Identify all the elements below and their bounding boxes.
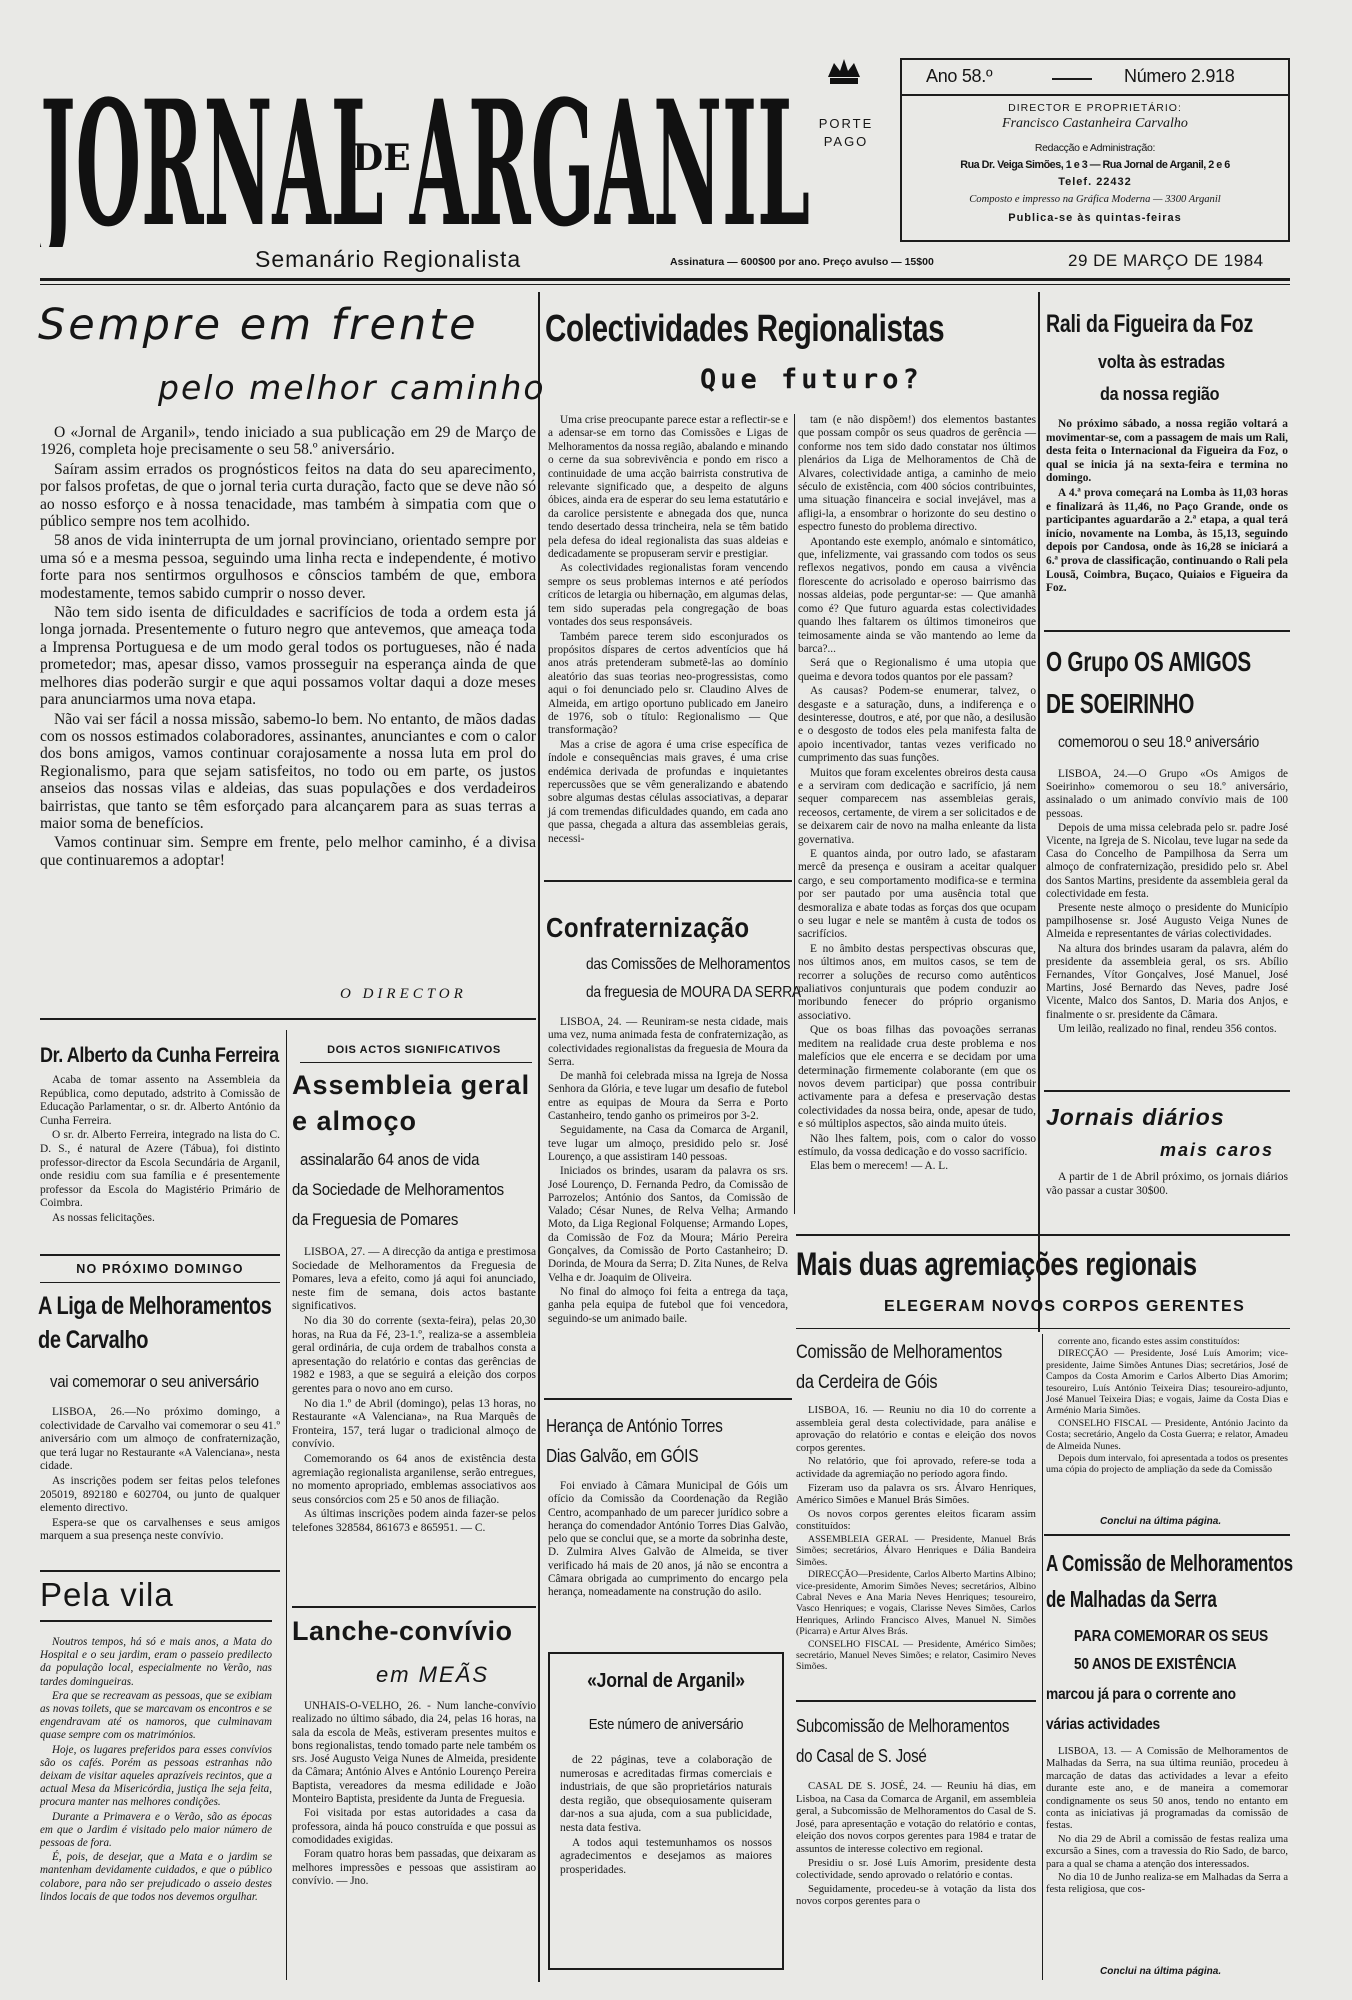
malhadas-paragraph: No dia 29 de Abril a comissão de festas realiza uma excursão a Sines, com a travessia do Rio Sado, de barco, para a qual se chama a atenção dos interessados.	[1046, 1833, 1288, 1870]
svg-text:DE: DE	[352, 137, 411, 179]
soeirinho-paragraph: Presente neste almoço o presidente do Município pampilhosense sr. José Augusto Veiga Nunes de Almeida e representantes de várias colectividades.	[1046, 902, 1288, 941]
pomares-rule	[292, 1606, 536, 1608]
colectividades-paragraph: Muitos que foram excelentes obreiros desta causa e a serviram com dedicação e sacrifício, já nem sequer comparecem nas assembleias gerais, receosos, certamente, de virem a ser solicitados e de se deixarem cair de novo na malha enleante da lista governativa.	[798, 766, 1036, 846]
pago-label: PAGO	[823, 134, 869, 149]
cerdeira-paragraph: Os novos corpos gerentes eleitos ficaram assim constituídos:	[796, 1507, 1036, 1533]
cerdeira-paragraph: CONSELHO FISCAL — Presidente, Américo Simões; secretário, Manuel Neves Simões; e relator, Casimiro Neves Simões.	[796, 1638, 1036, 1673]
carvalho-subtitle: vai comemorar o seu aniversário	[50, 1372, 259, 1391]
svg-text:JORNAL ARGANIL: JORNAL ARGANIL	[40, 62, 810, 247]
rali-paragraph: No próximo sábado, a nossa região voltará a movimentar-se, com a passagem de mais um Rali, desta feita o Internacional da Figueira da Foz, o qual se inicia já na sexta-feira e termina no domingo.	[1046, 418, 1288, 485]
pomares-paragraph: LISBOA, 27. — A direcção da antiga e prestimosa Sociedade de Melhoramentos da Freguesia de Pomares, leva a efeito, como já aqui foi anunciado, neste fim de semana, dois actos bastante significativos.	[292, 1246, 536, 1313]
stamp-icon	[824, 55, 864, 89]
soeirinho-paragraph: Um leilão, realizado no final, rendeu 356 contos.	[1058, 1022, 1277, 1035]
jornais-rule	[796, 1234, 1290, 1236]
carvalho-kicker: NO PRÓXIMO DOMINGO	[76, 1262, 244, 1276]
pelavila-paragraph: Durante a Primavera e o Verão, são as épocas em que o Jardim é visitado pelo maior número de pessoas de fora.	[40, 1810, 272, 1850]
malhadas-subtitle-4: várias actividades	[1046, 1716, 1160, 1733]
casal-cont-rule	[1044, 1534, 1290, 1536]
moura-title: Confraternização	[546, 912, 750, 943]
moura-body	[548, 1016, 788, 1327]
pomares-paragraph: Comemorando os 64 anos de existência desta agremiação regionalista arganilense, serão entregues, no momento apropriado, emblemas associativos aos seus consórcios com 25 e 50 anos de filiação.	[292, 1452, 536, 1506]
pomares-paragraph: No dia 1.º de Abril (domingo), pelas 13 horas, no Restaurante «A Valenciana», na Rua Marquês de Fronteira, 157, terá lugar o tradicional almoço de convívio.	[292, 1397, 536, 1451]
moura-paragraph: No final do almoço foi feita a entrega da taça, ganha pela equipa de futebol que foi vencedora, seguindo-se um animado baile.	[548, 1285, 788, 1325]
colectividades-paragraph: Apontando este exemplo, anómalo e sintomático, que, infelizmente, vai grassando com todos os seus reflexos negativos, pondo em causa a vivência florescente do acrisolado e operoso bairrismo das nossas aldeias, pode perguntar-se: — Que amanhã como é? Que futuro aguarda estas colectividades quando lhes faltarem os últimos timoneiros que teimosamente ainda se vão mantendo ao leme da barca?...	[798, 535, 1036, 655]
porte-pago	[818, 115, 874, 151]
colectividades-paragraph: E quantos ainda, por outro lado, se afastaram mercê da presença e ousiram a aceitar qualquer cargo, e seu comportamento modifica-se e termina por ser pautado por uma ausência total que desmoraliza e abate todas as forças dos que ocupam o seu lugar e nele se mantêm à custa de todos os sacrifícios.	[798, 848, 1036, 941]
moura-subtitle-2: da freguesia de MOURA DA SERRA	[586, 984, 801, 1001]
editorial-paragraph: Saíram assim errados os prognósticos feitos na data do seu aparecimento, por falsos profetas, de que o jornal teria curta duração, facto que se deve não só ao nosso esforço e à nossa tenacidade, mas também à simpatia com que o público sempre nos tem acolhido.	[40, 460, 536, 531]
pomares-subtitle-1: assinalarão 64 anos de vida	[300, 1150, 480, 1169]
editorial-paragraph: Não vai ser fácil a nossa missão, sabemo-lo bem. No entanto, de mãos dadas com os nossos estimados colaboradores, assinantes, anunciantes e com o calor dos bons amigos, vamos continuar corajosamente a nossa luta em prol do Regionalismo, para que sejam satisfeitos, no todo ou em parte, os justos anseios das nossas vilas e aldeias, das suas populações e dos verdadeiros bairristas, que tanto se têm esforçado para alcançarem para as suas terras a maior soma de benefícios.	[40, 710, 536, 832]
pomares-subtitle-2: da Sociedade de Melhoramentos	[292, 1180, 504, 1199]
masthead-logo	[40, 42, 810, 247]
moura-paragraph: Iniciados os brindes, usaram da palavra os srs. José Lourenço, D. Fernanda Pedro, da Comissão de Parrozelos; António dos Santos, da Comissão de Valado; César Nunes, de Relva Velha; Armando Moto, da Liga Regional Folquense; Armando Lopes, da Comissão de Foz da Moura; Mário Pereira Gonçalves, da Comissão de Porto Castanheiro; D. Dorinda, de Moura da Serra; D. Zita Nunes, de Relva Velha e dr. Joaquim de Oliveira.	[548, 1165, 788, 1284]
jornal-box-title: «Jornal de Arganil»	[587, 1670, 745, 1692]
cerdeira-paragraph: DIRECÇÃO—Presidente, Carlos Alberto Martins Albino; vice-presidente, Amorim Simões Neves; secretários, Albino Cabral Neves e Ana Maria Neves Henriques; tesoureiro, Vasco Henriques; e vogais, Clarisse Neves Simões, Carlos Henriques, Arlindo Francisco Alves, Manuel N. Simões (Picarra) e Artur Alves Brás.	[796, 1569, 1036, 1638]
jornais-paragraph: A partir de 1 de Abril próximo, os jornais diários vão passar a custar 30$00.	[1046, 1170, 1288, 1197]
jornais-subtitle: mais caros	[1160, 1140, 1275, 1160]
soeirinho-paragraph: Na altura dos brindes usaram da palavra, além do presidente da assembleia geral, os srs. Abílio Fernandes, Vítor Gonçalves, José Manuel, José Martins, José Bernardo das Neves, padre José Vicente, Malco dos Santos, D. Maria dos Anjos, e finalmente o sr. presidente da Câmara.	[1046, 942, 1288, 1021]
casal-cont-body	[1046, 1336, 1288, 1477]
alberto-title: Dr. Alberto da Cunha Ferreira	[40, 1044, 279, 1067]
cerdeira-paragraph: LISBOA, 16. — Reuniu no dia 10 do corrente a assembleia geral desta colectividade, para análise e aprovação do relatório e contas e eleição dos novos corpos gerentes.	[796, 1404, 1036, 1454]
editorial-rule	[40, 1018, 536, 1020]
pelavila-paragraph: Hoje, os lugares preferidos para esses convívios são os cafés. Porém as pessoas estranhas não deixam de visitar aqueles aprazíveis recintos, que a actual Mesa da Misericórdia, justiça lhe seja feita, procura manter nas melhores condições.	[40, 1743, 272, 1809]
malhadas-subtitle-3: marcou já para o corrente ano	[1046, 1686, 1236, 1703]
col-rule-2	[1038, 292, 1040, 1332]
colectividades-paragraph: Não lhes faltem, pois, com o calor do vosso estímulo, da vossa dedicação e do vosso sacrifício.	[798, 1132, 1036, 1158]
colectividades-inner-rule	[794, 414, 795, 1214]
colectividades-paragraph: Mas a crise de agora é uma crise específica de índole e consequências mais graves, é uma crise endémica derivada de profundas e inquietantes repercussões que se vêm generalizando e abatendo sobre algumas destas células associativas, a deparar já com tremendas dificuldades quando, em cada ano que passa, chegada a altura das assembleias gerais, necessi-	[548, 738, 788, 845]
colectividades-title: Colectividades Regionalistas	[545, 308, 945, 350]
editorial-paragraph: 58 anos de vida ininterrupta de um jornal provinciano, orientado sempre por uma só e a mesma pessoa, seguindo uma linha recta e independente, é motivo forte para nos sentirmos orgulhosos e cônscios também de que, embora modestamente, temos sabido cumprir o nosso dever.	[40, 532, 536, 602]
colectividades-paragraph: tam (e não dispõem!) dos elementos bastantes que possam compôr os seus quadros de gerência — conforme nos tem sido dado constatar nos últimos plenários da Liga de Melhoramentos de Chã de Alvares, colectividade antiga, a caminho de meio século de existência, com 400 sócios contribuintes, uma situação financeira e social invejável, mas a afligi-la, a ensombrar o horizonte do seu destino o espectro funesto do problema directivo.	[798, 414, 1036, 534]
lanche-title: Lanche-convívio	[292, 1616, 513, 1646]
jornal-anniversary-box	[548, 1652, 784, 1970]
editorial-paragraph: Vamos continuar sim. Sempre em frente, pelo melhor caminho, é a divisa que continuaremos a adoptar!	[40, 834, 536, 869]
casal-paragraph: Presidiu o sr. José Luís Amorim, presidente desta colectividade, sendo aprovado o relatório e contas.	[796, 1856, 1036, 1882]
issue-date: 29 DE MARÇO DE 1984	[1068, 251, 1264, 270]
director-label: DIRECTOR E PROPRIETÁRIO:	[1008, 102, 1182, 114]
numero-label: Número 2.918	[1124, 66, 1235, 86]
pelavila-title: Pela vila	[40, 1576, 174, 1613]
lanche-paragraph: Foram quatro horas bem passadas, que deixaram as melhores impressões e pessoas que assistiram ao convívio. — Jno.	[292, 1848, 536, 1887]
carvalho-paragraph: Espera-se que os carvalhenses e seus amigos marquem a sua presença neste convívio.	[40, 1516, 280, 1543]
malhadas-subtitle-2: 50 ANOS DE EXISTÊNCIA	[1074, 1656, 1237, 1673]
alberto-paragraph: Acaba de tomar assento na Assembleia da República, como deputado, adstrito à Comissão de Educação Parlamentar, o sr. dr. Alberto António da Cunha Ferreira.	[40, 1074, 280, 1127]
malhadas-subtitle-1: PARA COMEMORAR OS SEUS	[1074, 1628, 1268, 1645]
lanche-body	[292, 1700, 536, 1889]
heranca-body	[548, 1480, 788, 1601]
jornal-box-paragraph: A todos aqui testemunhamos os nossos agradecimentos e desejamos as maiores prosperidades.	[560, 1836, 772, 1876]
colectividades-paragraph: Será que o Regionalismo é uma utopia que queima e devora todos quantos por ele passam?	[798, 657, 1036, 683]
heranca-title-2: Dias Galvão, em GÓIS	[546, 1446, 699, 1466]
cerdeira-title-2: da Cerdeira de Góis	[796, 1372, 938, 1393]
telef: Telef. 22432	[1058, 176, 1132, 188]
casal-title-2: do Casal de S. José	[796, 1746, 927, 1766]
casal-title-1: Subcomissão de Melhoramentos	[796, 1716, 1010, 1736]
colectividades-col-2	[798, 414, 1036, 1175]
rali-rule	[1044, 630, 1290, 632]
masthead-rule-thin	[40, 284, 1290, 285]
jornais-body	[1046, 1170, 1288, 1199]
colectividades-rule	[544, 880, 792, 882]
malhadas-title-2: de Malhadas da Serra	[1046, 1586, 1217, 1612]
pomares-body	[292, 1246, 536, 1536]
rali-body	[1046, 418, 1288, 597]
editorial-paragraph: Não tem sido isenta de dificuldades e sacrifícios de toda a ordem esta já longa jornada. Presentemente o futuro negro que antevemos, que ameaça toda a Imprensa Portuguesa e de um modo geral todos os portugueses, não é nada prometedor; mas, apesar disso, vamos prosseguir na esperança ainda de que melhores dias poderão surgir e que aqui possamos voltar daqui a doze meses para anunciarmos uma nova etapa.	[40, 604, 536, 709]
alberto-body	[40, 1074, 280, 1227]
casal-paragraph: CASAL DE S. JOSÉ, 24. — Reuniu há dias, em Lisboa, na Casa da Comarca de Arganil, em assembleia geral, a Subcomissão de Melhoramentos do Casal de S. José, para apresentação e votação do relatório e contas, eleição dos novos corpos gerentes para 1984 e tratar de assuntos de interesse colectivo em regional.	[796, 1780, 1036, 1855]
soeirinho-title-2: DE SOEIRINHO	[1046, 688, 1195, 719]
porte-label: PORTE	[818, 116, 874, 131]
colectividades-paragraph: Uma crise preocupante parece estar a reflectir-se e a adensar-se em torno das Comissões e Ligas de Melhoramentos da nossa região, abalando e minando o cerne da sua sobrevivência e pondo em risco a continuidade de uma acção bairrista construtiva de relevante significado que, a despeito de alguns óbices, ainda era de esperar do seu lema estatutário e da carolice persistente e abnegada dos que, nunca tendo desertado dessa trincheira, nela se têm batido pela defesa do ideal regionalista das suas aldeias e dedicadamente se propuseram servir e prestigiar.	[548, 414, 788, 561]
mais-duas-title: Mais duas agremiações regionais	[796, 1246, 1197, 1282]
moura-paragraph: De manhã foi celebrada missa na Igreja de Nossa Senhora da Glória, e teve lugar um desafio de futebol entre as equipas de Moura da Serra e Porto Castanheiro, tendo ganho os primeiros por 3-2.	[548, 1070, 788, 1123]
jornal-box-text	[560, 1754, 772, 1878]
lanche-paragraph: Foi visitada por estas autoridades a casa da professora, ainda há pouco construída e que possui as comodidades exigidas.	[292, 1807, 536, 1846]
address: Rua Dr. Veiga Simões, 1 e 3 — Rua Jornal de Arganil, 2 e 6	[960, 159, 1230, 171]
pelavila-paragraph: Era que se recreavam as pessoas, que se exibiam as novas toilets, que se marcavam os encontros e se engendravam até os namoros, que culminavam quase sempre com os matrimónios.	[40, 1689, 272, 1742]
casal-cont-paragraph: CONSELHO FISCAL — Presidente, António Jacinto da Costa; secretário, Angelo da Costa Guerra; e relator, Amadeu de Almeida Nunes.	[1046, 1417, 1288, 1452]
pomares-paragraph: As últimas inscrições podem ainda fazer-se pelos telefones 328584, 861673 e 865951. — C.	[292, 1508, 536, 1534]
carvalho-rule	[40, 1570, 280, 1572]
casal-body	[796, 1780, 1036, 1909]
pomares-paragraph: No dia 30 do corrente (sexta-feira), pelas 20,30 horas, na Rua da Fé, 23-1.º, realiza-se a assembleia geral ordinária, de cuja ordem de trabalhos consta a apresentação do relatório e contas das gerências de 1982 e 1983, a que se seguirá a eleição dos corpos gerentes para o novo ano em curso.	[292, 1314, 536, 1395]
cerdeira-paragraph: Fizeram uso da palavra os srs. Álvaro Henriques, Américo Simões e Manuel Brás Simões.	[796, 1481, 1036, 1507]
carvalho-paragraph: LISBOA, 26.—No próximo domingo, a colectividade de Carvalho vai comemorar o seu 41.º aniversário com um almoço de confraternização, que terá lugar no Restaurante «A Valenciana», nesta cidade.	[40, 1406, 280, 1473]
soeirinho-title-1: O Grupo OS AMIGOS	[1046, 646, 1251, 677]
jornais-title: Jornais diários	[1046, 1104, 1225, 1130]
carvalho-kicker-rule	[40, 1282, 280, 1283]
colectividades-paragraph: Também parece terem sido esconjurados os propósitos díspares de certos adventícios que há anos atrás pretenderam submetê-las ao domínio aleatório das suas teorias neo-progressistas, como aqui o foi denunciado pelo sr. Claudino Alves de Almeida, em artigo oportuno publicado em Janeiro de 1976, sob o título: Regionalismo — Que transformação?	[548, 630, 788, 737]
pomares-title-2: e almoço	[292, 1106, 418, 1136]
publica: Publica-se às quintas-feiras	[1008, 212, 1182, 224]
colectividades-col-1	[548, 414, 788, 847]
alberto-rule	[40, 1254, 280, 1256]
colectividades-paragraph: Elas bem o merecem! — A. L.	[810, 1160, 949, 1173]
masthead-title-art	[40, 42, 810, 247]
rali-paragraph: A 4.ª prova começará na Lomba às 11,03 horas e finalizará às 11,46, no Paço Grande, onde os participantes aguardarão a 2.ª etapa, a qual terá início, novamente na Lomba, às 15,13, seguindo depois por Candosa, onde às 16,28 se iniciará a 6.ª prova de classificação, continuando o Rali pela Lousã, Coimbra, Buçaco, Quiaios e Figueira da Foz.	[1046, 486, 1288, 595]
cerdeira-paragraph: ASSEMBLEIA GERAL — Presidente, Manuel Brás Simões; secretários, Álvaro Henriques e Dália Bandeira Simões.	[796, 1533, 1036, 1568]
carvalho-title-1: A Liga de Melhoramentos	[38, 1292, 272, 1320]
pomares-kicker: DOIS ACTOS SIGNIFICATIVOS	[327, 1044, 501, 1056]
pomares-title-1: Assembleia geral	[292, 1070, 531, 1100]
info-dash	[1052, 78, 1092, 80]
colectividades-subtitle: Que futuro?	[700, 364, 923, 395]
colectividades-paragraph: As causas? Podem-se enumerar, talvez, o desgaste e a saturação, duns, a indiferença e o desinteresse, doutros, e até, por que não, a desilusão e o desgosto de todos eles pela manifesta falta de apoio incentivador, tantas vezes verificado no cumprimento das suas funções.	[798, 685, 1036, 765]
alberto-paragraph: As nossas felicitações.	[52, 1211, 155, 1224]
casal-continued: Conclui na última página.	[1100, 1516, 1222, 1527]
moura-paragraph: Seguidamente, na Casa da Comarca de Arganil, teve lugar um almoço, presidido pelo sr. José Lourenço, a que assistiram 140 pessoas.	[548, 1124, 788, 1163]
cerdeira-body	[796, 1404, 1036, 1674]
masthead-subtitle: Semanário Regionalista	[255, 246, 522, 272]
malhadas-body	[1046, 1746, 1288, 1898]
director-name: Francisco Castanheira Carvalho	[1002, 116, 1188, 131]
cerdeira-rule	[796, 1700, 1036, 1702]
rali-title: Rali da Figueira da Foz	[1046, 310, 1253, 338]
pelavila-rule	[40, 1620, 272, 1622]
assinatura: Assinatura — 600$00 por ano. Preço avulso — 15$00	[670, 256, 934, 268]
soeirinho-paragraph: Depois de uma missa celebrada pelo sr. padre José Vicente, na Igreja de S. Nicolau, teve lugar na sede da Casa do Concelho de Pampilhosa da Serra um almoço de confraternização, presidido pelo sr. Abel dos Santos Martins, presidente da assembleia geral da colectividade em festa.	[1046, 821, 1288, 900]
heranca-title-1: Herança de António Torres	[546, 1416, 723, 1436]
editorial-body	[40, 424, 536, 871]
casal-cont-paragraph: Depois dum intervalo, foi apresentada a todos os presentes uma cópia do projecto de ampliação da sede da Comissão	[1046, 1453, 1288, 1476]
lanche-subtitle: em MEÃS	[376, 1662, 490, 1687]
carvalho-paragraph: As inscrições podem ser feitas pelos telefones 205019, 892180 e 602704, ou junto de qualquer elemento directivo.	[40, 1474, 280, 1515]
cerdeira-paragraph: No relatório, que foi aprovado, refere-se toda a actividade da agremiação no período agora findo.	[796, 1455, 1036, 1480]
col-rule-1	[538, 292, 540, 1982]
editorial-signature: O DIRECTOR	[340, 986, 467, 1002]
moura-subtitle-1: das Comissões de Melhoramentos	[586, 956, 791, 973]
malhadas-title-1: A Comissão de Melhoramentos	[1046, 1550, 1293, 1576]
jornal-box-subtitle: Este número de aniversário	[588, 1716, 744, 1733]
rali-subtitle-2: da nossa região	[1100, 384, 1220, 404]
ano-label: Ano 58.º	[926, 66, 993, 86]
left-inner-rule	[286, 1030, 287, 1980]
masthead-rule	[40, 278, 1290, 281]
alberto-paragraph: O sr. dr. Alberto Ferreira, integrado na lista do C. D. S., é natural de Azere (Tábua), foi distinto professor-director da Escola Secundária de Arganil, onde residiu com sua família e é presentemente professor da Escola do Magistério Primário de Coimbra.	[40, 1129, 280, 1210]
pelavila-body	[40, 1636, 272, 1905]
carvalho-body	[40, 1406, 280, 1545]
casal-cont-paragraph: DIRECÇÃO — Presidente, José Luís Amorim; vice-presidente, Jaime Simões Antunes Dias; secretários, José de Campos da Costa Amorim e Carlos Alberto Dias Amorim; tesoureiro, Luís António Teixeira Dias; tesoureiro-adjunto, José Manuel Teixeira Dias; e vogais, Jaime da Costa Dias e Arménio Maria Simões.	[1046, 1348, 1288, 1417]
heranca-paragraph: Foi enviado à Câmara Municipal de Góis um ofício da Comissão da Coordenação da Região Centro, acompanhado de um parecer jurídico sobre a herança do comendador António Torres Dias Galvão, pelo que se conclui que, se a morte da sobrinha deste, D. Zulmira Alves Galvão de Almeida, se tiver verificado há mais de 20 anos, já não se encontra a Câmara obrigada ao cumprimento do encargo pela herança, nomeadamente na construção do asilo.	[548, 1480, 788, 1599]
malhadas-paragraph: LISBOA, 13. — A Comissão de Melhoramentos de Malhadas da Serra, na sua última reunião, procedeu à marcação de datas das actividades a levar a efeito durante este ano, e de maneira a comemorar condignamente os seus 50 anos, tendo no entanto em conta as iniciativas já programadas da comissão de festas.	[1046, 1746, 1288, 1832]
right-inner-rule	[1042, 1334, 1043, 1980]
soeirinho-rule	[1044, 1090, 1290, 1092]
editorial-title-1: Sempre em frente	[38, 300, 479, 350]
casal-cont-paragraph: corrente ano, ficando estes assim constituídos:	[1058, 1336, 1240, 1347]
redaccao-label: Redacção e Administração:	[1034, 142, 1156, 154]
cerdeira-title-1: Comissão de Melhoramentos	[796, 1342, 1003, 1363]
colectividades-paragraph: E no âmbito destas perspectivas obscuras que, nos últimos anos, em muitos casos, se tem de recorrer a soluções de recurso como autênticos paliativos conjunturais que podem conduzir ao moribundo fenecer do próprio organismo associativo.	[798, 942, 1036, 1022]
info-divider	[902, 94, 1288, 96]
soeirinho-body	[1046, 768, 1288, 1037]
masthead-info-box	[900, 58, 1290, 242]
composto: Composto e impresso na Gráfica Moderna — 3300 Arganil	[969, 194, 1221, 205]
pomares-kicker-rule	[300, 1062, 532, 1063]
pelavila-paragraph: É, pois, de desejar, que a Mata e o jardim se mantenham devidamente cuidados, e que o público colabore, para não ser prejudicado o asseio destes lindos locais de que todos nos devemos orgulhar.	[40, 1851, 272, 1903]
lanche-paragraph: UNHAIS-O-VELHO, 26. - Num lanche-convívio realizado no último sábado, dia 24, pelas 16 horas, na sala da escola de Meãs, estiveram presentes muitos e bons regionalistas, tendo tomado parte nele também os srs. José Augusto Veiga Nunes de Almeida, presidente da Câmara; António Alves e António Lourenço Pereira Baptista, vereadores da mesma edilidade e João Monteiro Baptista, presidente da Junta de Freguesia.	[292, 1700, 536, 1806]
colectividades-paragraph: Que os boas filhas das povoações serranas meditem na realidade crua deste problema e nos malefícios que ele encerra e se decidam por uma determinação firmemente colaborante (em que os novos devem participar) que possa contribuir activamente para a defesa e preservação destas colectividades da nossa beira, onde, apesar de tudo, e só múltiplos aspectos, são ainda muito úteis.	[798, 1024, 1036, 1131]
malhadas-continued: Conclui na última página.	[1100, 1966, 1222, 1977]
pelavila-paragraph: Noutros tempos, há só e mais anos, a Mata do Hospital e o seu jardim, eram o passeio predilecto da população local, especialmente no Verão, nas tardes domingueiras.	[40, 1636, 272, 1688]
pomares-subtitle-3: da Freguesia de Pomares	[292, 1210, 459, 1229]
mais-duas-subtitle: ELEGERAM NOVOS CORPOS GERENTES	[884, 1298, 1246, 1315]
soeirinho-paragraph: LISBOA, 24.—O Grupo «Os Amigos de Soeirinho» comemorou o seu 18.º aniversário, assinalado o um animado convívio mais de 100 pessoas.	[1046, 768, 1288, 820]
jornal-box-paragraph: de 22 páginas, teve a colaboração de numerosas e acreditadas firmas comerciais e industriais, de que são proprietários naturais desta região, que obsequiosamente quiseram dar-nos a sua ajuda, com a sua publicidade, nesta data festiva.	[560, 1754, 772, 1834]
colectividades-paragraph: As colectividades regionalistas foram vencendo sempre os seus problemas internos e até períodos críticos de letargia ou hibernação, em algumas delas, tem sido superadas pela congregação de boas vontades dos seus responsáveis.	[548, 562, 788, 629]
malhadas-paragraph: No dia 10 de Junho realiza-se em Malhadas da Serra a festa religiosa, que cos-	[1046, 1872, 1288, 1896]
moura-paragraph: LISBOA, 24. — Reuniram-se nesta cidade, mais uma vez, numa animada festa de confraternização, as colectividades regionalistas da freguesia de Moura da Serra.	[548, 1016, 788, 1068]
editorial-title-2: pelo melhor caminho	[158, 368, 546, 407]
rali-subtitle-1: volta às estradas	[1098, 352, 1225, 372]
carvalho-title-2: de Carvalho	[38, 1326, 149, 1354]
masthead-title-text	[0, 0, 1, 1]
casal-paragraph: Seguidamente, procedeu-se à votação da lista dos novos corpos gerentes para o	[796, 1882, 1036, 1908]
moura-rule	[544, 1398, 792, 1400]
mais-duas-rule	[796, 1328, 1290, 1329]
soeirinho-subtitle: comemorou o seu 18.º aniversário	[1058, 734, 1259, 751]
editorial-paragraph: O «Jornal de Arganil», tendo iniciado a sua publicação em 29 de Março de 1926, completa hoje precisamente o seu 58.º aniversário.	[40, 424, 536, 459]
